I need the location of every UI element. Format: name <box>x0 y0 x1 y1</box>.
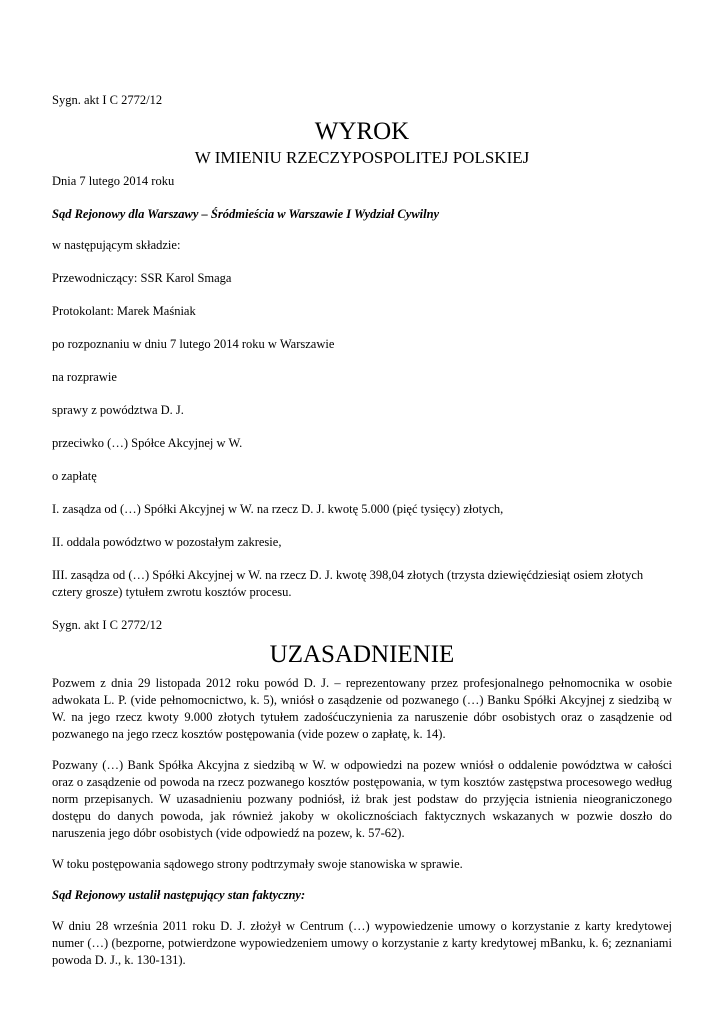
defendant-line: przeciwko (…) Spółce Akcyjnej w W. <box>52 436 243 450</box>
plaintiff-line: sprawy z powództwa D. J. <box>52 403 184 417</box>
court-name: Sąd Rejonowy dla Warszawy – Śródmieścia w Warszawie I Wydział Cywilny <box>52 207 440 221</box>
judgment-date: Dnia 7 lutego 2014 roku <box>52 174 175 188</box>
court-clerk: Protokolant: Marek Maśniak <box>52 304 196 318</box>
justification-paragraph-1: Pozwem z dnia 29 listopada 2012 roku powód D. J. – reprezentowany przez profesjonalnego pełnomocnika w osobie adwokata L. P. (vide pełnomocnictwo, k. 5), wniósł o zasądzenie od pozwanego (…) Banku Spółki Akcyjnej z siedzibą w W. na jego rzecz kwoty 9.000 złotych tytułem zadośćuczynienia za naruszenie dóbr osobistych oraz o zasądzenie od pozwanego na jego rzecz kosztów postępowania (vide pozew o zapłatę, k. 14). <box>52 676 672 741</box>
facts-heading: Sąd Rejonowy ustalił następujący stan faktyczny: <box>52 888 306 902</box>
case-signature-top: Sygn. akt I C 2772/12 <box>52 93 163 107</box>
presiding-judge: Przewodniczący: SSR Karol Smaga <box>52 271 232 285</box>
document-body <box>52 92 672 969</box>
case-signature-bottom: Sygn. akt I C 2772/12 <box>52 618 163 632</box>
ruling-item-1: I. zasądza od (…) Spółki Akcyjnej w W. na rzecz D. J. kwotę 5.000 (pięć tysięcy) złotych, <box>52 502 504 516</box>
hearing-info: po rozpoznaniu w dniu 7 lutego 2014 roku w Warszawie <box>52 337 335 351</box>
session-type: na rozprawie <box>52 370 117 384</box>
ruling-item-3: III. zasądza od (…) Spółki Akcyjnej w W. na rzecz D. J. kwotę 398,04 złotych (trzysta dziewięćdziesiąt osiem złotych cztery grosze) tytułem zwrotu kosztów procesu. <box>52 568 644 599</box>
justification-paragraph-2: Pozwany (…) Bank Spółka Akcyjna z siedzibą w W. w odpowiedzi na pozew wniósł o oddalenie powództwa w całości oraz o zasądzenie od powoda na rzecz pozwanego kosztów postępowania, w tym kosztów zastępstwa procesowego według norm przepisanych. W uzasadnieniu pozwany podniósł, iż brak jest podstaw do przyjęcia istnienia nieograniczonego dostępu do danych powoda, jak również jakoby w okolicznościach faktycznych wskazanych w pozwie doszło do naruszenia jego dóbr osobistych (vide odpowiedź na pozew, k. 57-62). <box>52 758 672 840</box>
ruling-item-2: II. oddala powództwo w pozostałym zakresie, <box>52 535 282 549</box>
composition-intro: w następującym składzie: <box>52 238 181 252</box>
judgment-title: WYROK <box>314 118 410 145</box>
justification-paragraph-3: W toku postępowania sądowego strony podtrzymały swoje stanowiska w sprawie. <box>52 857 463 871</box>
claim-subject: o zapłatę <box>52 469 97 483</box>
justification-title: UZASADNIENIE <box>269 641 455 668</box>
judgment-subtitle: W IMIENIU RZECZYPOSPOLITEJ POLSKIEJ <box>194 148 530 167</box>
justification-paragraph-4: W dniu 28 września 2011 roku D. J. złożył w Centrum (…) wypowiedzenie umowy o korzystanie z karty kredytowej numer (…) (bezporne, potwierdzone wypowiedzeniem umowy o korzystanie z karty kredytowej mBanku, k. 6; zeznaniami powoda D. J., k. 130-131). <box>52 919 672 967</box>
